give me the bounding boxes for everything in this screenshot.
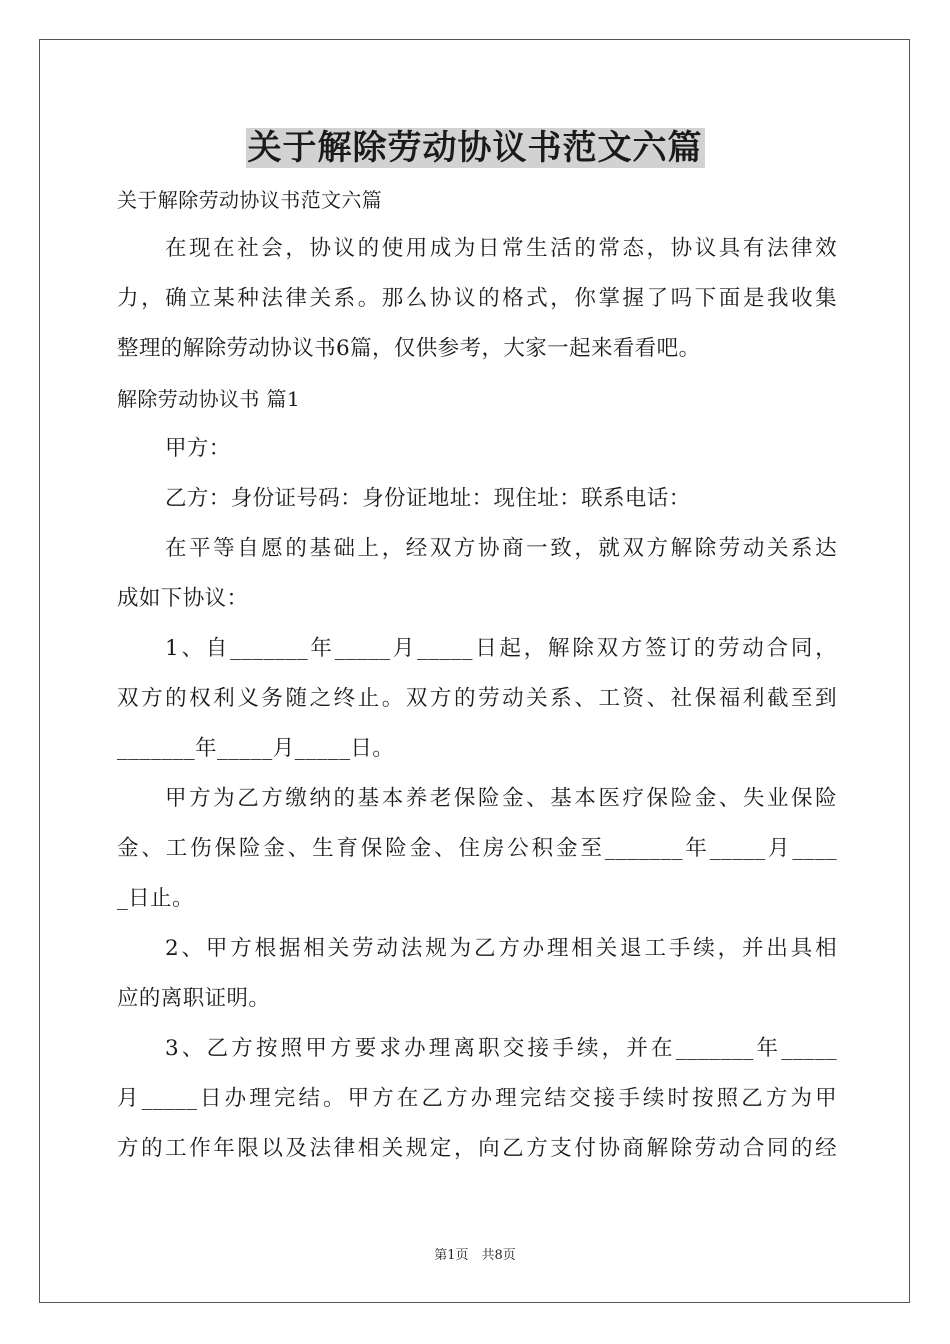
clause-2-line: 应的离职证明。: [117, 986, 271, 1011]
clause-2-line: 2、甲方根据相关劳动法规为乙方办理相关退工手续，并出具相: [165, 936, 837, 961]
paragraph-line: _日止。: [117, 886, 194, 911]
paragraph-line: 金、工伤保险金、生育保险金、住房公积金至_______年_____月____: [117, 836, 837, 861]
paragraph-line: 在平等自愿的基础上，经双方协商一致，就双方解除劳动关系达: [165, 536, 837, 561]
clause-1-line: _______年_____月_____日。: [117, 736, 395, 761]
paragraph-line: 整理的解除劳动协议书6篇，仅供参考，大家一起来看看吧。: [117, 336, 701, 361]
paragraph-line: 在现在社会，协议的使用成为日常生活的常态，协议具有法律效: [165, 236, 837, 261]
paragraph-line: 力，确立某种法律关系。那么协议的格式，你掌握了吗下面是我收集: [117, 286, 837, 311]
section-heading: 解除劳动协议书 篇1: [117, 387, 301, 411]
clause-3-line: 月_____日办理完结。甲方在乙方办理完结交接手续时按照乙方为甲: [117, 1086, 837, 1111]
document-title: [0, 124, 950, 172]
document-body: [117, 176, 837, 1174]
clause-1-line: 双方的权利义务随之终止。双方的劳动关系、工资、社保福利截至到: [117, 686, 837, 711]
party-b-line: 乙方：身份证号码：身份证地址：现住址：联系电话：: [165, 486, 691, 511]
clause-3-line: 3、乙方按照甲方要求办理离职交接手续，并在_______年_____: [165, 1036, 837, 1061]
party-a-line: 甲方：: [165, 436, 231, 461]
paragraph-line: 成如下协议：: [117, 586, 249, 611]
page-footer: 第1页 共8页: [434, 1248, 516, 1263]
document-title-text: 关于解除劳动协议书范文六篇: [247, 128, 703, 168]
clause-1-line: 1、自_______年_____月_____日起，解除双方签订的劳动合同，: [165, 636, 837, 661]
clause-3-line: 方的工作年限以及法律相关规定，向乙方支付协商解除劳动合同的经: [117, 1136, 837, 1161]
paragraph-line: 甲方为乙方缴纳的基本养老保险金、基本医疗保险金、失业保险: [165, 786, 837, 811]
subtitle-line: 关于解除劳动协议书范文六篇: [117, 188, 383, 212]
